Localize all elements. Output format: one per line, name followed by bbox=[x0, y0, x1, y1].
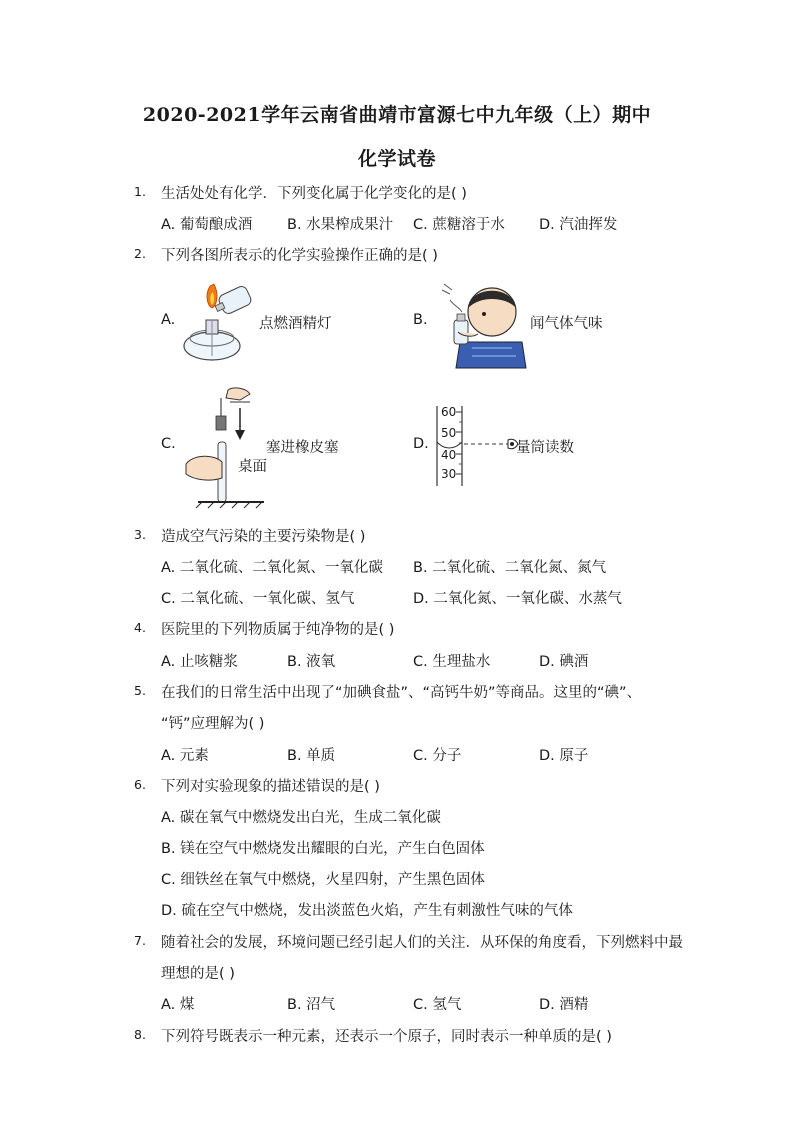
question-text-line2: “钙”应理解为( ) bbox=[161, 716, 265, 732]
question-text: 在我们的日常生活中出现了“加碘食盐”、“高钙牛奶”等商品。这里的“碘”、 bbox=[161, 685, 642, 701]
option-c[interactable]: C. 氢气 bbox=[413, 997, 462, 1013]
option-c[interactable]: C. 蔗糖溶于水 bbox=[413, 217, 505, 233]
option-b[interactable]: B. 二氧化硫、二氧化氮、氮气 bbox=[413, 560, 607, 576]
question-text: 生活处处有化学．下列变化属于化学变化的是( ) bbox=[161, 186, 467, 202]
question-text: 下列符号既表示一种元素，还表示一个原子，同时表示一种单质的是( ) bbox=[161, 1029, 612, 1045]
option-d[interactable]: D. 硫在空气中燃烧，发出淡蓝色火焰，产生有刺激性气味的气体 bbox=[161, 903, 573, 919]
question-number: 2. bbox=[134, 246, 146, 261]
option-b[interactable]: B. 沼气 bbox=[287, 997, 336, 1013]
option-d[interactable]: D. 二氧化氮、一氧化碳、水蒸气 bbox=[413, 591, 622, 607]
option-b[interactable]: B. 单质 bbox=[287, 748, 336, 764]
option-b[interactable]: B. 水果榨成果汁 bbox=[287, 217, 394, 233]
option-b[interactable]: B. 液氧 bbox=[287, 654, 336, 670]
question-number: 1. bbox=[134, 184, 146, 199]
question-number: 3. bbox=[134, 527, 146, 542]
rubber-stopper-figure bbox=[180, 382, 270, 508]
figure-d-caption: 量筒读数 bbox=[516, 440, 574, 456]
option-a[interactable]: A. 葡萄酿成酒 bbox=[161, 217, 253, 233]
question-text: 造成空气污染的主要污染物是( ) bbox=[161, 529, 366, 545]
option-a[interactable]: A. 止咳糖浆 bbox=[161, 654, 238, 670]
cylinder-tick-60: 60 bbox=[441, 405, 457, 419]
question-number: 5. bbox=[134, 683, 146, 698]
option-d[interactable]: D. 原子 bbox=[539, 748, 589, 764]
option-c[interactable]: C. 二氧化硫、一氧化碳、氢气 bbox=[161, 591, 355, 607]
option-c[interactable]: C. 分子 bbox=[413, 748, 462, 764]
option-a[interactable]: A. 元素 bbox=[161, 748, 209, 764]
figure-a-letter[interactable]: A. bbox=[161, 312, 176, 328]
question-number: 6. bbox=[134, 777, 146, 792]
alcohol-lamp-figure bbox=[180, 276, 260, 366]
question-number: 7. bbox=[134, 933, 146, 948]
figure-c-caption-table: 桌面 bbox=[238, 459, 267, 475]
option-a[interactable]: A. 碳在氧气中燃烧发出白光，生成二氧化碳 bbox=[161, 810, 441, 826]
cylinder-tick-40: 40 bbox=[441, 448, 457, 462]
option-a[interactable]: A. 二氧化硫、二氧化氮、一氧化碳 bbox=[161, 560, 383, 576]
question-text: 下列对实验现象的描述错误的是( ) bbox=[161, 779, 380, 795]
cylinder-tick-50: 50 bbox=[441, 426, 457, 440]
question-text: 随着社会的发展，环境问题已经引起人们的关注．从环保的角度看，下列燃料中最 bbox=[161, 935, 683, 951]
option-d[interactable]: D. 汽油挥发 bbox=[539, 217, 618, 233]
option-c[interactable]: C. 细铁丝在氧气中燃烧，火星四射，产生黑色固体 bbox=[161, 872, 485, 888]
figure-c-caption: 塞进橡皮塞 bbox=[266, 440, 339, 456]
cylinder-tick-30: 30 bbox=[441, 467, 457, 481]
question-text: 下列各图所表示的化学实验操作正确的是( ) bbox=[161, 248, 438, 264]
option-d[interactable]: D. 碘酒 bbox=[539, 654, 589, 670]
option-b[interactable]: B. 镁在空气中燃烧发出耀眼的白光，产生白色固体 bbox=[161, 841, 485, 857]
exam-title-line1: 2020-2021学年云南省曲靖市富源七中九年级（上）期中 bbox=[142, 104, 652, 126]
option-d[interactable]: D. 酒精 bbox=[539, 997, 589, 1013]
question-number: 4. bbox=[134, 620, 146, 635]
smelling-gas-figure bbox=[432, 272, 532, 368]
option-a[interactable]: A. 煤 bbox=[161, 997, 195, 1013]
figure-d-letter[interactable]: D. bbox=[413, 436, 429, 452]
question-text: 医院里的下列物质属于纯净物的是( ) bbox=[161, 622, 395, 638]
exam-title-line2: 化学试卷 bbox=[357, 148, 436, 170]
question-number: 8. bbox=[134, 1027, 146, 1042]
question-text-line2: 理想的是( ) bbox=[161, 966, 235, 982]
figure-b-letter[interactable]: B. bbox=[413, 312, 428, 328]
figure-b-caption: 闻气体气味 bbox=[530, 316, 603, 332]
figure-a-caption: 点燃酒精灯 bbox=[259, 316, 332, 332]
option-c[interactable]: C. 生理盐水 bbox=[413, 654, 491, 670]
figure-c-letter[interactable]: C. bbox=[161, 436, 176, 452]
